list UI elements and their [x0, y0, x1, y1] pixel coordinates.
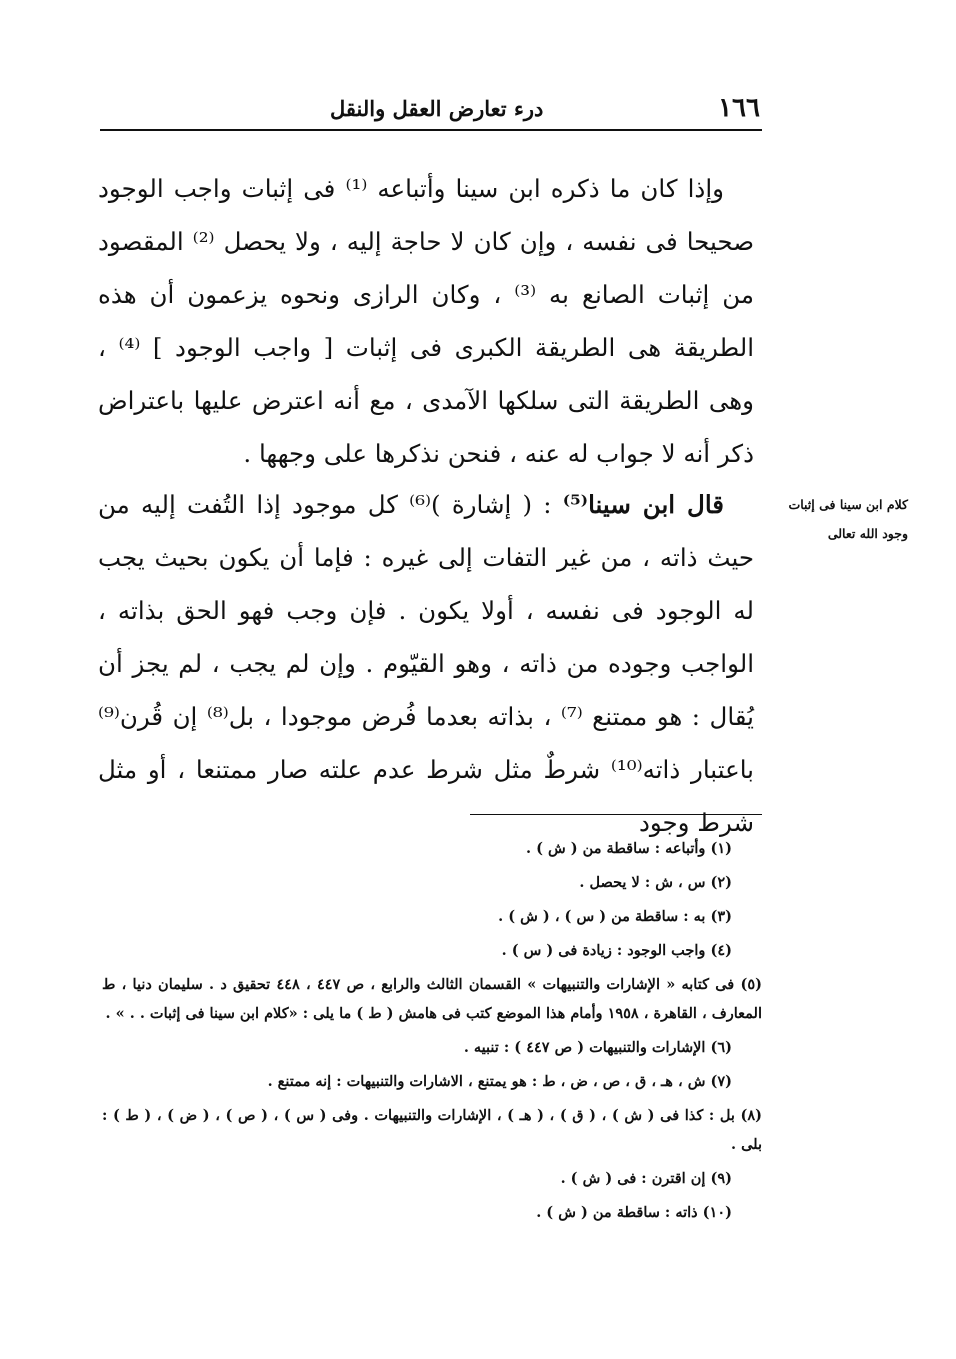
footnote-7: (٧) ش ، هـ ، ق ، ص ، ض ، ط : هو يمتنع ، الاشارات والتنبيهات : إنه ممتنع .: [267, 1073, 732, 1090]
header-rule: [100, 129, 762, 131]
margin-note: كلام ابن سينا فى إثبات وجود الله تعالى: [788, 497, 908, 541]
footnote-1: (١) وأتباعه : ساقطة من ( ش ) .: [526, 840, 732, 857]
running-title: درء تعارض العقل والنقل: [330, 95, 544, 121]
page-number: ١٦٦: [718, 93, 760, 123]
speaker-label: قال ابن سينا⁽⁵⁾: [562, 490, 725, 519]
paragraph-1: [98, 162, 754, 480]
footnote-3: (٣) به : ساقطة من ( س ) ، ( ش ) .: [498, 908, 732, 925]
footnote-8: (٨) بل : كذا فى ( ش ) ، ( ق ) ، ( هـ ) ، الإشارات والتنبيهات . وفى ( س ) ، ( ص ) ، ( ض ) ، ( ط ) : بلى .: [102, 1107, 762, 1153]
footnote-10: (١٠) ذاته : ساقطة من ( ش ) .: [536, 1204, 732, 1221]
paragraph-1-text: وإذا كان ما ذكره ابن سينا وأتباعه ⁽¹⁾ فى إثبات واجب الوجود صحيحا فى نفسه ، وإن كان لا حاجة إليه ، ولا يحصل ⁽²⁾ المقصود من إثبات الصانع به ⁽³⁾ ، وكان الرازى ونحوه يزعمون أن هذه الطريقة هى الطريقة الكبرى فى إثبات [ واجب الوجود ] ⁽⁴⁾ ، وهى الطريقة التى سلكها الآمدى ، مع أنه اعترض عليها باعتراض ذكر أنه لا جواب له عنه ، فنحن نذكرها على وجهها .: [98, 174, 755, 468]
footnote-rule: [470, 814, 762, 815]
page-header: [100, 88, 760, 128]
paragraph-2-text: : ( إشارة )⁽⁶⁾ كل موجود إذا التُفت إليه من حيث ذاته ، من غير التفات إلى غيره : فإما أن يكون بحيث يجب له الوجود فى نفسه ، أولا يكون . فإن وجب فهو الحق بذاته ، الواجب وجوده من ذاته ، وهو القيّوم . وإن لم يجب ، لم يجز أن يُقال : هو ممتنع ⁽⁷⁾ ، بذاته بعدما فُرض موجودا ، بل⁽⁸⁾ إن قُرن⁽⁹⁾ باعتبار ذاته⁽¹⁰⁾ شرطٌ مثل شرط عدم علته صار ممتنعا ، أو مثل شرط وجود: [98, 490, 754, 837]
footnote-4: (٤) واجب الوجود : زيادة فى ( س ) .: [501, 942, 732, 959]
footnote-5: (٥) فى كتابه « الإشارات والتنبيهات » القسمان الثالث والرابع ، ص ٤٤٧ ، ٤٤٨ تحقيق د . سليمان دنيا ، ط المعارف ، القاهرة ، ١٩٥٨ وأمام هذا الموضع كتب فى هامش ( ط ) ما يلى : «كلام ابن سينا فى إثبات . . » .: [102, 976, 762, 1022]
paragraph-2: [98, 478, 754, 849]
footnote-2: (٢) س ، ش : لا يحصل .: [579, 874, 732, 891]
footnotes: [98, 834, 762, 1232]
footnote-6: (٦) الإشارات والتنبيهات ( ص ٤٤٧ ) : تنبيه .: [463, 1039, 732, 1056]
footnote-9: (٩) إن اقترن : فى ( ش ) .: [560, 1170, 732, 1187]
